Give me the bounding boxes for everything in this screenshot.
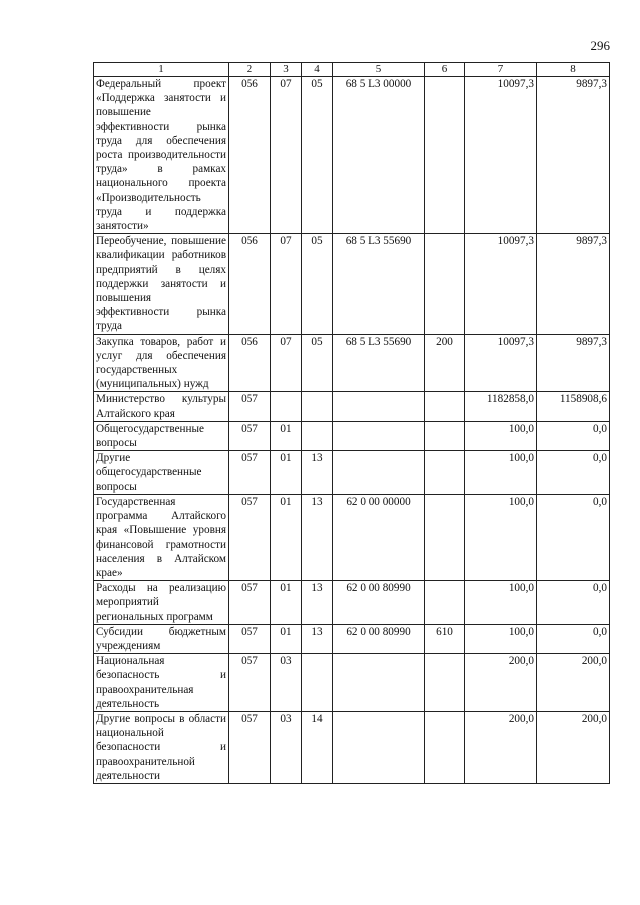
section-code: 03: [271, 711, 302, 783]
expense-type-code: [425, 234, 465, 334]
expense-type-code: [425, 421, 465, 450]
amount-col8: 0,0: [537, 581, 610, 625]
target-article-code: 62 0 00 80990: [333, 581, 425, 625]
subsection-code: [302, 392, 333, 421]
expense-type-code: [425, 654, 465, 712]
target-article-code: [333, 451, 425, 495]
section-code: 07: [271, 334, 302, 392]
target-article-code: [333, 392, 425, 421]
subsection-code: 14: [302, 711, 333, 783]
amount-col7: 1182858,0: [465, 392, 537, 421]
section-code: 01: [271, 581, 302, 625]
expense-type-code: [425, 711, 465, 783]
subsection-code: 13: [302, 624, 333, 653]
subsection-code: 13: [302, 451, 333, 495]
table-row: [94, 711, 610, 783]
row-name: Закупка товаров, работ и услуг для обеспечения государственных (муниципальных) нужд: [94, 334, 229, 392]
section-code: 07: [271, 77, 302, 234]
column-header: 2: [229, 63, 271, 77]
ministry-code: 057: [229, 624, 271, 653]
table-row: [94, 654, 610, 712]
table-row: [94, 392, 610, 421]
amount-col8: 0,0: [537, 451, 610, 495]
ministry-code: 056: [229, 234, 271, 334]
table-row: [94, 494, 610, 580]
ministry-code: 057: [229, 392, 271, 421]
column-header: 3: [271, 63, 302, 77]
table-header-row: [94, 63, 610, 77]
table-row: [94, 421, 610, 450]
table-row: [94, 581, 610, 625]
ministry-code: 056: [229, 77, 271, 234]
row-name: Министерство культуры Алтайского края: [94, 392, 229, 421]
row-name: Другие общегосударственные вопросы: [94, 451, 229, 495]
target-article-code: [333, 711, 425, 783]
amount-col8: 9897,3: [537, 234, 610, 334]
amount-col8: 9897,3: [537, 334, 610, 392]
subsection-code: 13: [302, 494, 333, 580]
amount-col7: 200,0: [465, 654, 537, 712]
table-row: [94, 624, 610, 653]
column-header: 6: [425, 63, 465, 77]
column-header: 1: [94, 63, 229, 77]
row-name: Расходы на реализацию мероприятий региональных программ: [94, 581, 229, 625]
row-name: Субсидии бюджетным учреждениям: [94, 624, 229, 653]
table-row: [94, 234, 610, 334]
amount-col7: 100,0: [465, 451, 537, 495]
section-code: [271, 392, 302, 421]
table-row: [94, 334, 610, 392]
column-header: 4: [302, 63, 333, 77]
subsection-code: 05: [302, 234, 333, 334]
amount-col8: 1158908,6: [537, 392, 610, 421]
subsection-code: [302, 654, 333, 712]
table-row: [94, 77, 610, 234]
subsection-code: 13: [302, 581, 333, 625]
ministry-code: 057: [229, 494, 271, 580]
ministry-code: 057: [229, 451, 271, 495]
ministry-code: 057: [229, 654, 271, 712]
ministry-code: 057: [229, 581, 271, 625]
budget-table: [93, 62, 610, 784]
section-code: 07: [271, 234, 302, 334]
row-name: Другие вопросы в области национальной безопасности и правоохранительной деятельности: [94, 711, 229, 783]
amount-col8: 200,0: [537, 654, 610, 712]
amount-col8: 200,0: [537, 711, 610, 783]
amount-col8: 9897,3: [537, 77, 610, 234]
row-name: Федеральный проект «Поддержка занятости и повышение эффективности рынка труда для обеспечения роста производительности труда» в рамках национального проекта «Производительность труда и поддержка занятости»: [94, 77, 229, 234]
section-code: 01: [271, 624, 302, 653]
target-article-code: 68 5 L3 55690: [333, 334, 425, 392]
row-name: Переобучение, повышение квалификации работников предприятий в целях поддержки занятости и повышения эффективности рынка труда: [94, 234, 229, 334]
page-number: 296: [590, 38, 610, 53]
target-article-code: 68 5 L3 00000: [333, 77, 425, 234]
amount-col8: 0,0: [537, 624, 610, 653]
amount-col8: 0,0: [537, 421, 610, 450]
expense-type-code: [425, 77, 465, 234]
section-code: 01: [271, 494, 302, 580]
amount-col7: 10097,3: [465, 77, 537, 234]
subsection-code: 05: [302, 77, 333, 234]
amount-col7: 100,0: [465, 624, 537, 653]
expense-type-code: 200: [425, 334, 465, 392]
amount-col7: 200,0: [465, 711, 537, 783]
column-header: 5: [333, 63, 425, 77]
expense-type-code: [425, 494, 465, 580]
expense-type-code: [425, 451, 465, 495]
table-row: [94, 451, 610, 495]
target-article-code: [333, 654, 425, 712]
target-article-code: 62 0 00 00000: [333, 494, 425, 580]
expense-type-code: [425, 581, 465, 625]
section-code: 01: [271, 421, 302, 450]
amount-col7: 100,0: [465, 421, 537, 450]
target-article-code: 68 5 L3 55690: [333, 234, 425, 334]
section-code: 03: [271, 654, 302, 712]
amount-col7: 10097,3: [465, 334, 537, 392]
amount-col7: 10097,3: [465, 234, 537, 334]
row-name: Государственная программа Алтайского края «Повышение уровня финансовой грамотности населения в Алтайском крае»: [94, 494, 229, 580]
ministry-code: 057: [229, 421, 271, 450]
subsection-code: [302, 421, 333, 450]
section-code: 01: [271, 451, 302, 495]
row-name: Национальная безопасность и правоохранительная деятельность: [94, 654, 229, 712]
ministry-code: 056: [229, 334, 271, 392]
target-article-code: [333, 421, 425, 450]
subsection-code: 05: [302, 334, 333, 392]
expense-type-code: [425, 392, 465, 421]
amount-col7: 100,0: [465, 581, 537, 625]
amount-col8: 0,0: [537, 494, 610, 580]
expense-type-code: 610: [425, 624, 465, 653]
row-name: Общегосударственные вопросы: [94, 421, 229, 450]
ministry-code: 057: [229, 711, 271, 783]
target-article-code: 62 0 00 80990: [333, 624, 425, 653]
column-header: 8: [537, 63, 610, 77]
column-header: 7: [465, 63, 537, 77]
amount-col7: 100,0: [465, 494, 537, 580]
